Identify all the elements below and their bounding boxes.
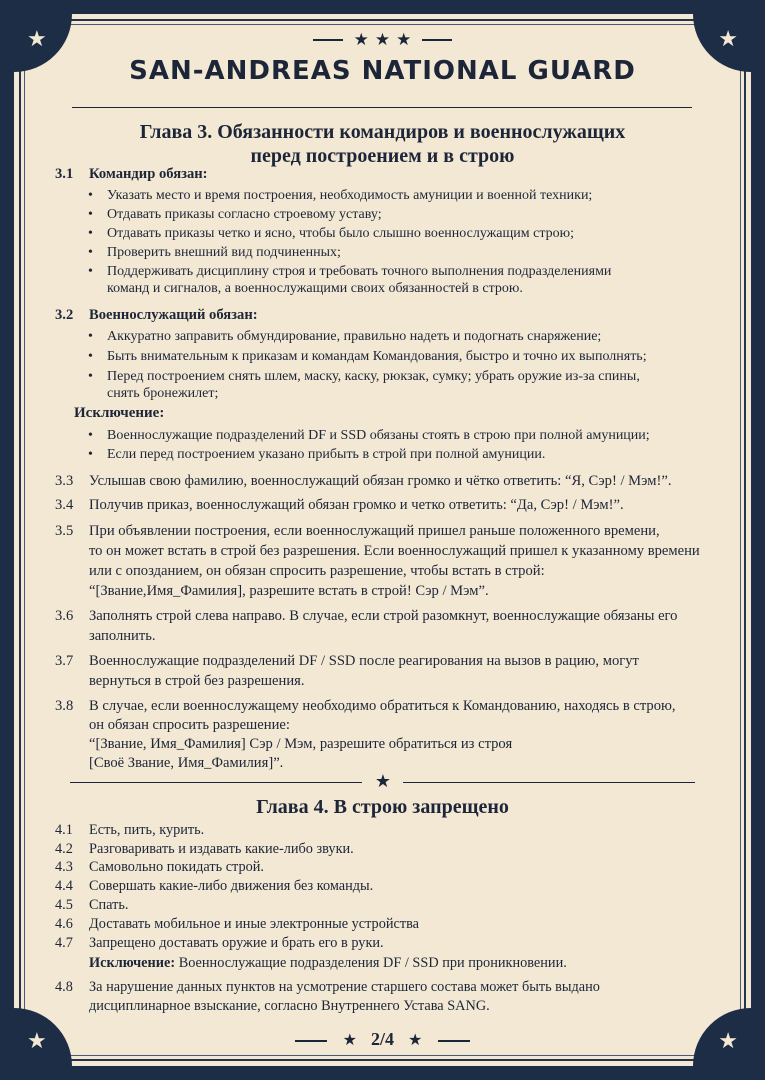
ornament-line [313, 39, 343, 41]
chapter-4-title: Глава 4. В строю запрещено [256, 796, 509, 818]
chapter-3-title-line-1: Глава 3. Обязанности командиров и военнослужащих [139, 121, 626, 143]
section-text: Получив приказ, военнослужащий обязан громко и четко ответить: “Да, Сэр! / Мэм!”. [89, 497, 624, 513]
star-icon: ★ [396, 30, 412, 50]
star-icon: ★ [374, 771, 392, 792]
star-icon: ★ [27, 27, 47, 52]
star-icon: ★ [718, 1029, 738, 1054]
section-number: 3.6 [55, 608, 74, 624]
section-heading: Военнослужащий обязан: [89, 307, 258, 323]
section-heading: Командир обязан: [89, 166, 208, 182]
section-number: 3.7 [55, 653, 74, 669]
section-number: 3.4 [55, 497, 74, 513]
page-number: 2/4 [370, 1029, 394, 1049]
ornament-line [422, 39, 452, 41]
ornament-line [295, 1040, 327, 1042]
divider-line [403, 782, 695, 783]
organization-title: SAN-ANDREAS NATIONAL GUARD [129, 56, 636, 86]
header-divider [72, 107, 692, 108]
section-number: 3.1 [55, 166, 74, 182]
section-text: Услышав свою фамилию, военнослужащий обязан громко и чётко ответить: “Я, Сэр! / Мэм!”. [89, 473, 672, 489]
chapter-3-title-line-2: перед построением и в строю [250, 145, 515, 167]
section-number: 3.3 [55, 473, 74, 489]
bullet-icon: • [88, 188, 93, 203]
star-icon: ★ [342, 1030, 357, 1049]
exception-text: Военнослужащие подразделения DF / SSD при проникновении. [178, 955, 567, 971]
star-icon: ★ [27, 1029, 47, 1054]
section-number: 3.2 [55, 307, 74, 323]
bullet-icon: • [88, 329, 93, 344]
star-icon: ★ [718, 27, 738, 52]
section-number: 3.8 [55, 698, 74, 714]
star-icon: ★ [353, 30, 369, 50]
bullet-icon: • [88, 226, 93, 241]
header-star-ornament [0, 27, 765, 52]
exception-label: Исключение: [89, 955, 176, 971]
bullet-icon: • [88, 245, 93, 260]
exception-label: Исключение: [74, 405, 165, 421]
bullet-icon: • [88, 369, 93, 384]
bullet-icon: • [88, 207, 93, 222]
ornament-line [438, 1040, 470, 1042]
bullet-icon: • [88, 264, 93, 279]
divider-line [70, 782, 362, 783]
bullet-icon: • [88, 349, 93, 364]
bullet-icon: • [88, 447, 93, 462]
chapter-divider [70, 772, 695, 792]
star-icon: ★ [408, 1030, 423, 1049]
section-number: 3.5 [55, 523, 74, 539]
star-icon: ★ [374, 30, 391, 50]
page-footer [0, 1029, 765, 1050]
bullet-icon: • [88, 428, 93, 443]
